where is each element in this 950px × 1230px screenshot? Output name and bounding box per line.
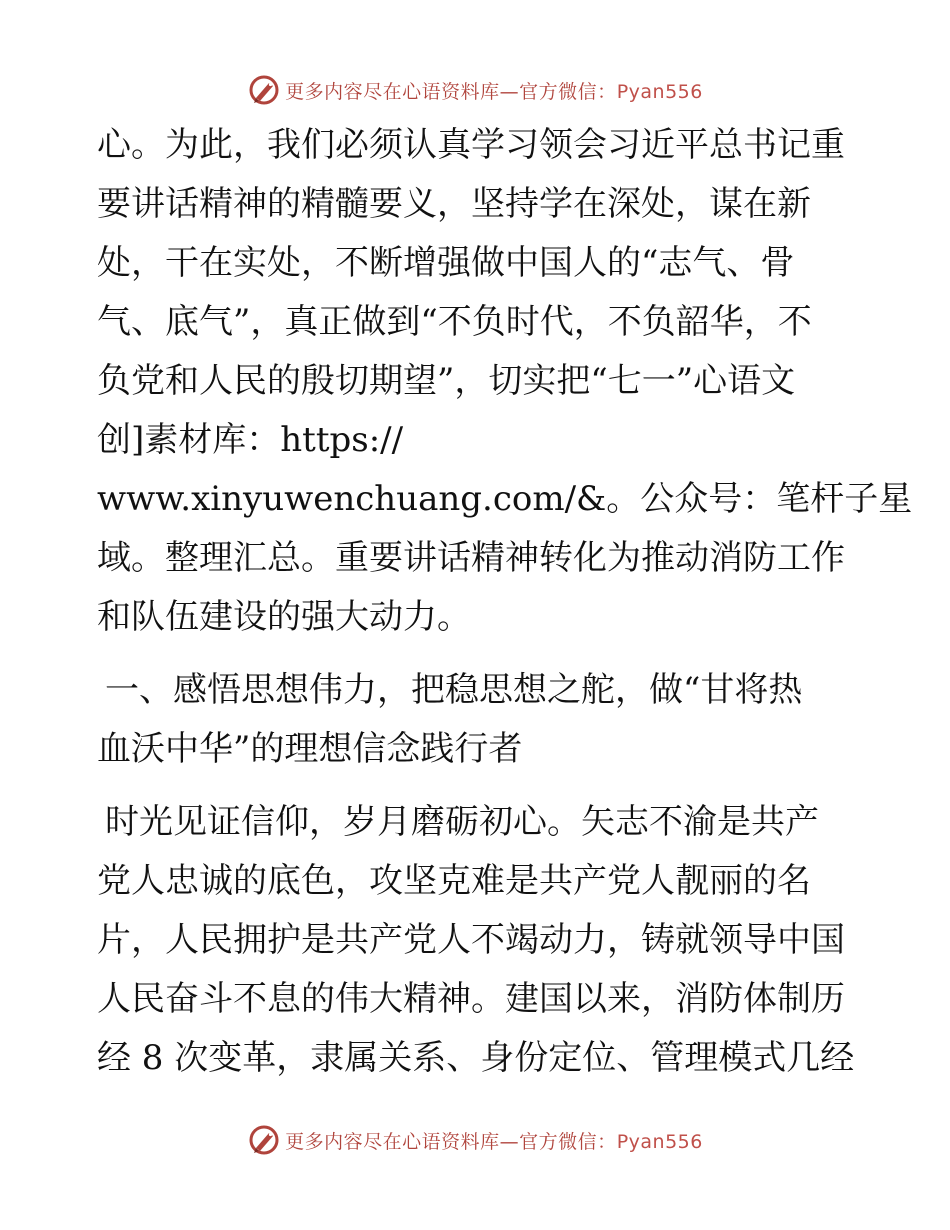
text-line: 党人忠诚的底色，攻坚克难是共产党人靓丽的名 bbox=[97, 861, 811, 901]
banner-title: 更多内容尽在心语资料库 bbox=[285, 1130, 500, 1153]
banner-title: 更多内容尽在心语资料库 bbox=[285, 80, 500, 103]
text-line: 和队伍建设的强大动力。 bbox=[97, 597, 471, 637]
text-line: 片，人民拥护是共产党人不竭动力，铸就领导中国 bbox=[97, 920, 845, 960]
pen-logo-icon bbox=[247, 73, 281, 107]
text-line: 域。整理汇总。重要讲话精神转化为推动消防工作 bbox=[97, 538, 845, 578]
section-heading-line: 一、感悟思想伟力，把稳思想之舵，做“甘将热 bbox=[105, 670, 803, 710]
text-line: 经 8 次变革，隶属关系、身份定位、管理模式几经 bbox=[97, 1038, 855, 1078]
text-line: 人民奋斗不息的伟大精神。建国以来，消防体制历 bbox=[97, 979, 845, 1019]
text-line: 时光见证信仰，岁月磨砺初心。矢志不渝是共产 bbox=[105, 802, 819, 842]
header-banner bbox=[0, 70, 950, 110]
text-line: 创]素材库：https:// bbox=[97, 420, 404, 460]
banner-dash: — bbox=[499, 80, 520, 103]
banner-dash: — bbox=[499, 1130, 520, 1153]
banner-wechat-id: Pyan556 bbox=[616, 1130, 703, 1153]
footer-banner bbox=[0, 1120, 950, 1160]
text-line: 气、底气”，真正做到“不负时代，不负韶华，不 bbox=[97, 302, 812, 342]
text-line: 要讲话精神的精髓要义，坚持学在深处，谋在新 bbox=[97, 184, 811, 224]
document-body bbox=[97, 116, 913, 1088]
banner-wechat-label: 官方微信： bbox=[519, 1130, 617, 1153]
banner-wechat-id: Pyan556 bbox=[616, 80, 703, 103]
pen-logo-icon bbox=[247, 1123, 281, 1157]
text-line: 负党和人民的殷切期望”，切实把“七一”心语文 bbox=[97, 361, 796, 401]
text-line: www.xinyuwenchuang.com/&。公众号：笔杆子星 bbox=[97, 479, 913, 519]
banner-wechat-label: 官方微信： bbox=[519, 80, 617, 103]
text-line: 心。为此，我们必须认真学习领会习近平总书记重 bbox=[97, 125, 845, 165]
text-line: 处，干在实处，不断增强做中国人的“志气、骨 bbox=[97, 243, 795, 283]
section-heading-line: 血沃中华”的理想信念践行者 bbox=[97, 729, 523, 769]
